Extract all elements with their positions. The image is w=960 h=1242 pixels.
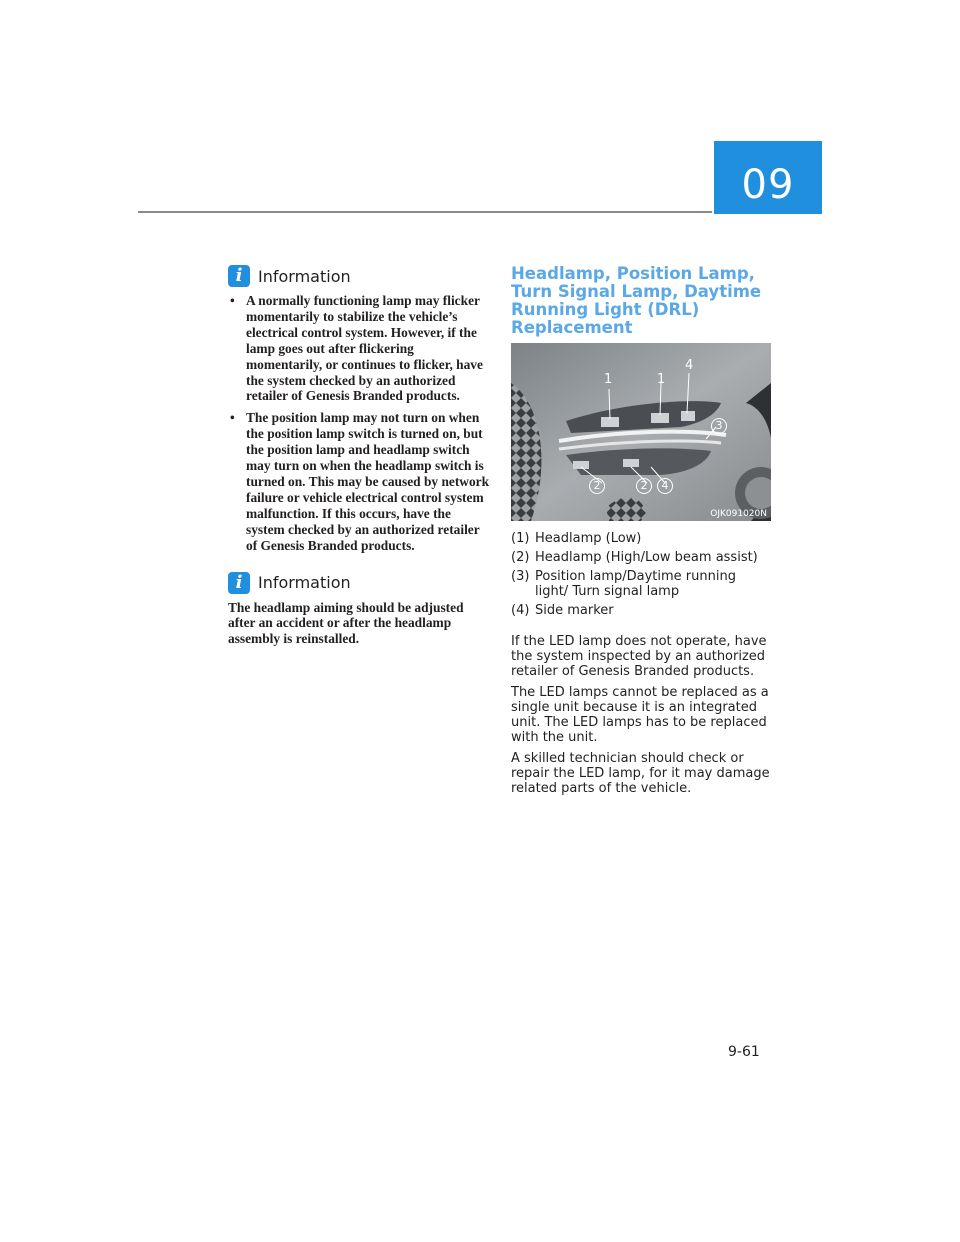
callout-label: 2 <box>589 478 605 494</box>
callout-label: 4 <box>657 478 673 494</box>
info-box-1 <box>228 265 490 554</box>
info-title: Information <box>258 266 351 286</box>
figure-legend <box>511 531 773 618</box>
callout-label: 1 <box>604 372 613 387</box>
left-column <box>228 265 490 647</box>
figure-code: OJK091020N <box>710 509 767 519</box>
info-bullet-list <box>228 293 490 554</box>
page-number: 9-61 <box>728 1044 760 1060</box>
info-box-2 <box>228 572 490 648</box>
chapter-tab: 09 <box>714 141 822 214</box>
info-icon: i <box>228 572 250 594</box>
list-item: (4) Side marker <box>511 603 614 618</box>
list-item: • A normally functioning lamp may flicker momentarily to stabilize the vehicle’s electrical control system. However, if the lamp goes out after flickering momentarily, or continues to flicker, have the system checked by an authorized retailer of Genesis Branded products. <box>228 293 490 404</box>
headlamp-figure <box>511 343 771 521</box>
callout-label: 3 <box>711 418 727 434</box>
list-item: • The position lamp may not turn on when the position lamp switch is turned on, but the position lamp and headlamp switch may turn on when the headlamp switch is turned on. This may be caused by network failure or vehicle electrical control system malfunction. If this occurs, have the system checked by an authorized retailer of Genesis Branded products. <box>228 410 490 553</box>
callout-label: 4 <box>685 358 694 373</box>
body-paragraph: The LED lamps cannot be replaced as a single unit because it is an integrated unit. The LED lamps has to be replaced with the unit. <box>511 685 769 745</box>
list-item: (2) Headlamp (High/Low beam assist) <box>511 550 758 565</box>
callout-label: 2 <box>636 478 652 494</box>
header-rule <box>138 211 712 213</box>
body-paragraph: If the LED lamp does not operate, have the system inspected by an authorized retailer of Genesis Branded products. <box>511 634 767 679</box>
section-heading: Headlamp, Position Lamp, Turn Signal Lamp, Daytime Running Light (DRL) Replacement <box>511 264 762 337</box>
info-text: The headlamp aiming should be adjusted after an accident or after the headlamp assembly is reinstalled. <box>228 599 464 647</box>
list-item: (1) Headlamp (Low) <box>511 531 642 546</box>
headlamp-illustration <box>511 343 771 521</box>
body-paragraph: A skilled technician should check or repair the LED lamp, for it may damage related parts of the vehicle. <box>511 751 770 796</box>
right-column <box>511 265 773 802</box>
info-icon: i <box>228 265 250 287</box>
info-title: Information <box>258 573 351 592</box>
callout-label: 1 <box>657 372 666 387</box>
list-item: (3) Position lamp/Daytime running light/ Turn signal lamp <box>511 569 736 599</box>
